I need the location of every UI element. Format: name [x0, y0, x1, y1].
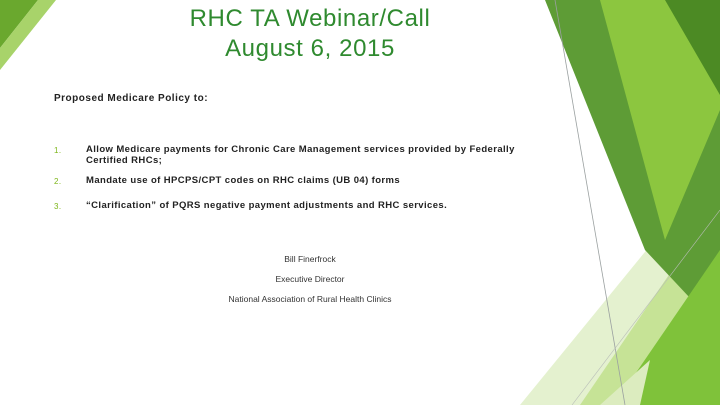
list-item: [54, 144, 554, 166]
list-item: [54, 175, 554, 186]
title-line-2: August 6, 2015: [225, 35, 395, 62]
list-text: Mandate use of HPCPS/CPT codes on RHC claims (UB 04) forms: [86, 175, 401, 186]
presenter-org: National Association of Rural Health Clinics: [228, 294, 392, 304]
list-text: “Clarification” of PQRS negative payment adjustments and RHC services.: [86, 200, 448, 211]
presenter-role: Executive Director: [275, 274, 345, 284]
policy-list: [54, 144, 554, 211]
title-line-1: RHC TA Webinar/Call: [189, 5, 431, 32]
list-number: 3.: [54, 202, 62, 211]
presenter-block: [150, 254, 470, 314]
list-item: [54, 200, 554, 211]
list-text: Allow Medicare payments for Chronic Care Management services provided by Federally Certified RHCs;: [86, 144, 515, 166]
slide-title: [90, 4, 530, 64]
list-number: 2.: [54, 177, 62, 186]
presenter-name: Bill Finerfrock: [284, 254, 336, 264]
list-number: 1.: [54, 146, 62, 155]
section-heading: Proposed Medicare Policy to:: [54, 93, 209, 104]
